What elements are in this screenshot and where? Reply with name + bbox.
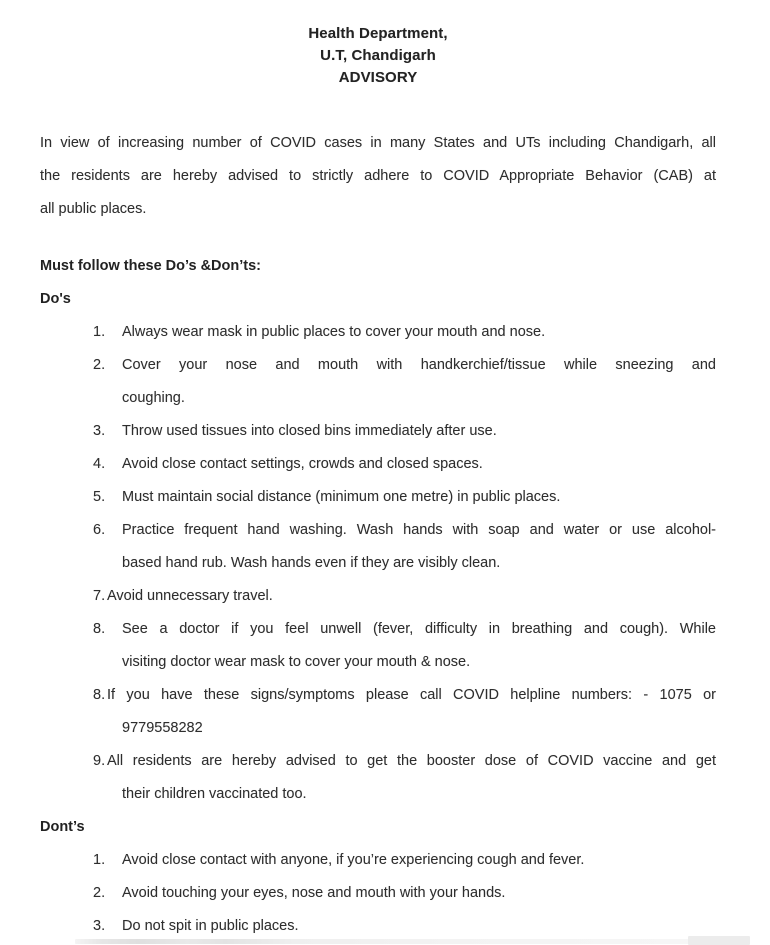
dos-item-3-text: Throw used tissues into closed bins immediately after use. bbox=[122, 423, 497, 439]
dos-item-6-text: based hand rub. Wash hands even if they are visibly clean. bbox=[122, 555, 501, 571]
dos-item-9-number: 9. bbox=[93, 753, 106, 769]
dos-item-8b-text: If you have these signs/symptoms please call COVID helpline numbers: - 1075 or bbox=[107, 687, 716, 703]
dos-item-8b bbox=[40, 679, 716, 745]
dos-item-2-text: coughing. bbox=[122, 390, 185, 406]
page-bottom-corner-artifact bbox=[688, 936, 750, 945]
dos-item-4-text: Avoid close contact settings, crowds and closed spaces. bbox=[122, 456, 483, 472]
dos-item-9 bbox=[40, 745, 716, 811]
doc-header-department: Health Department, bbox=[308, 25, 448, 42]
donts-item-2-number: 2. bbox=[93, 885, 106, 901]
dos-item-3 bbox=[40, 415, 716, 448]
dos-item-1-text: Always wear mask in public places to cover your mouth and nose. bbox=[122, 324, 546, 340]
dos-item-6-text: Practice frequent hand washing. Wash hands with soap and water or use alcohol- bbox=[122, 522, 716, 538]
dos-item-8b-text: 9779558282 bbox=[122, 720, 203, 736]
dos-item-4-number: 4. bbox=[93, 456, 106, 472]
intro-line: all public places. bbox=[40, 201, 147, 217]
dos-item-5-number: 5. bbox=[93, 489, 106, 505]
dos-item-8 bbox=[40, 613, 716, 679]
dos-item-1-number: 1. bbox=[93, 324, 106, 340]
dos-item-2 bbox=[40, 349, 716, 415]
donts-item-2 bbox=[40, 877, 716, 910]
dos-item-9-text: their children vaccinated too. bbox=[122, 786, 307, 802]
dos-item-2-number: 2. bbox=[93, 357, 106, 373]
doc-header bbox=[0, 0, 756, 89]
donts-item-2-text: Avoid touching your eyes, nose and mouth with your hands. bbox=[122, 885, 506, 901]
dos-item-5-text: Must maintain social distance (minimum one metre) in public places. bbox=[122, 489, 561, 505]
donts-item-1 bbox=[40, 844, 716, 877]
dos-item-9-text: All residents are hereby advised to get the booster dose of COVID vaccine and get bbox=[107, 753, 716, 769]
dos-item-6-number: 6. bbox=[93, 522, 106, 538]
dos-item-7-text: Avoid unnecessary travel. bbox=[107, 588, 273, 604]
dos-item-8-text: See a doctor if you feel unwell (fever, difficulty in breathing and cough). While bbox=[122, 621, 716, 637]
dos-item-8-number: 8. bbox=[93, 621, 106, 637]
dos-heading: Do's bbox=[40, 291, 71, 307]
dos-item-2-text: Cover your nose and mouth with handkerchief/tissue while sneezing and bbox=[122, 357, 716, 373]
donts-item-1-number: 1. bbox=[93, 852, 106, 868]
donts-heading: Dont’s bbox=[40, 819, 85, 835]
dos-list bbox=[40, 316, 716, 811]
dos-item-7 bbox=[40, 580, 716, 613]
doc-header-advisory-title: ADVISORY bbox=[338, 69, 418, 86]
dos-item-8-text: visiting doctor wear mask to cover your mouth & nose. bbox=[122, 654, 471, 670]
page-bottom-scan-artifact bbox=[75, 939, 700, 944]
dos-item-8b-number: 8. bbox=[93, 687, 106, 703]
donts-item-3-text: Do not spit in public places. bbox=[122, 918, 299, 934]
intro-paragraph bbox=[40, 127, 716, 226]
intro-line: the residents are hereby advised to strictly adhere to COVID Appropriate Behavior (CAB) at bbox=[40, 168, 716, 184]
dos-item-7-number: 7. bbox=[93, 588, 106, 604]
donts-item-1-text: Avoid close contact with anyone, if you’re experiencing cough and fever. bbox=[122, 852, 585, 868]
dos-donts-section-heading: Must follow these Do’s &Don’ts: bbox=[40, 258, 261, 274]
dos-item-4 bbox=[40, 448, 716, 481]
dos-item-3-number: 3. bbox=[93, 423, 106, 439]
intro-line: In view of increasing number of COVID cases in many States and UTs including Chandigarh, all bbox=[40, 135, 716, 151]
donts-item-3-number: 3. bbox=[93, 918, 106, 934]
donts-list bbox=[40, 844, 716, 943]
dos-item-6 bbox=[40, 514, 716, 580]
doc-header-territory: U.T, Chandigarh bbox=[320, 47, 436, 64]
dos-item-1 bbox=[40, 316, 716, 349]
dos-item-5 bbox=[40, 481, 716, 514]
